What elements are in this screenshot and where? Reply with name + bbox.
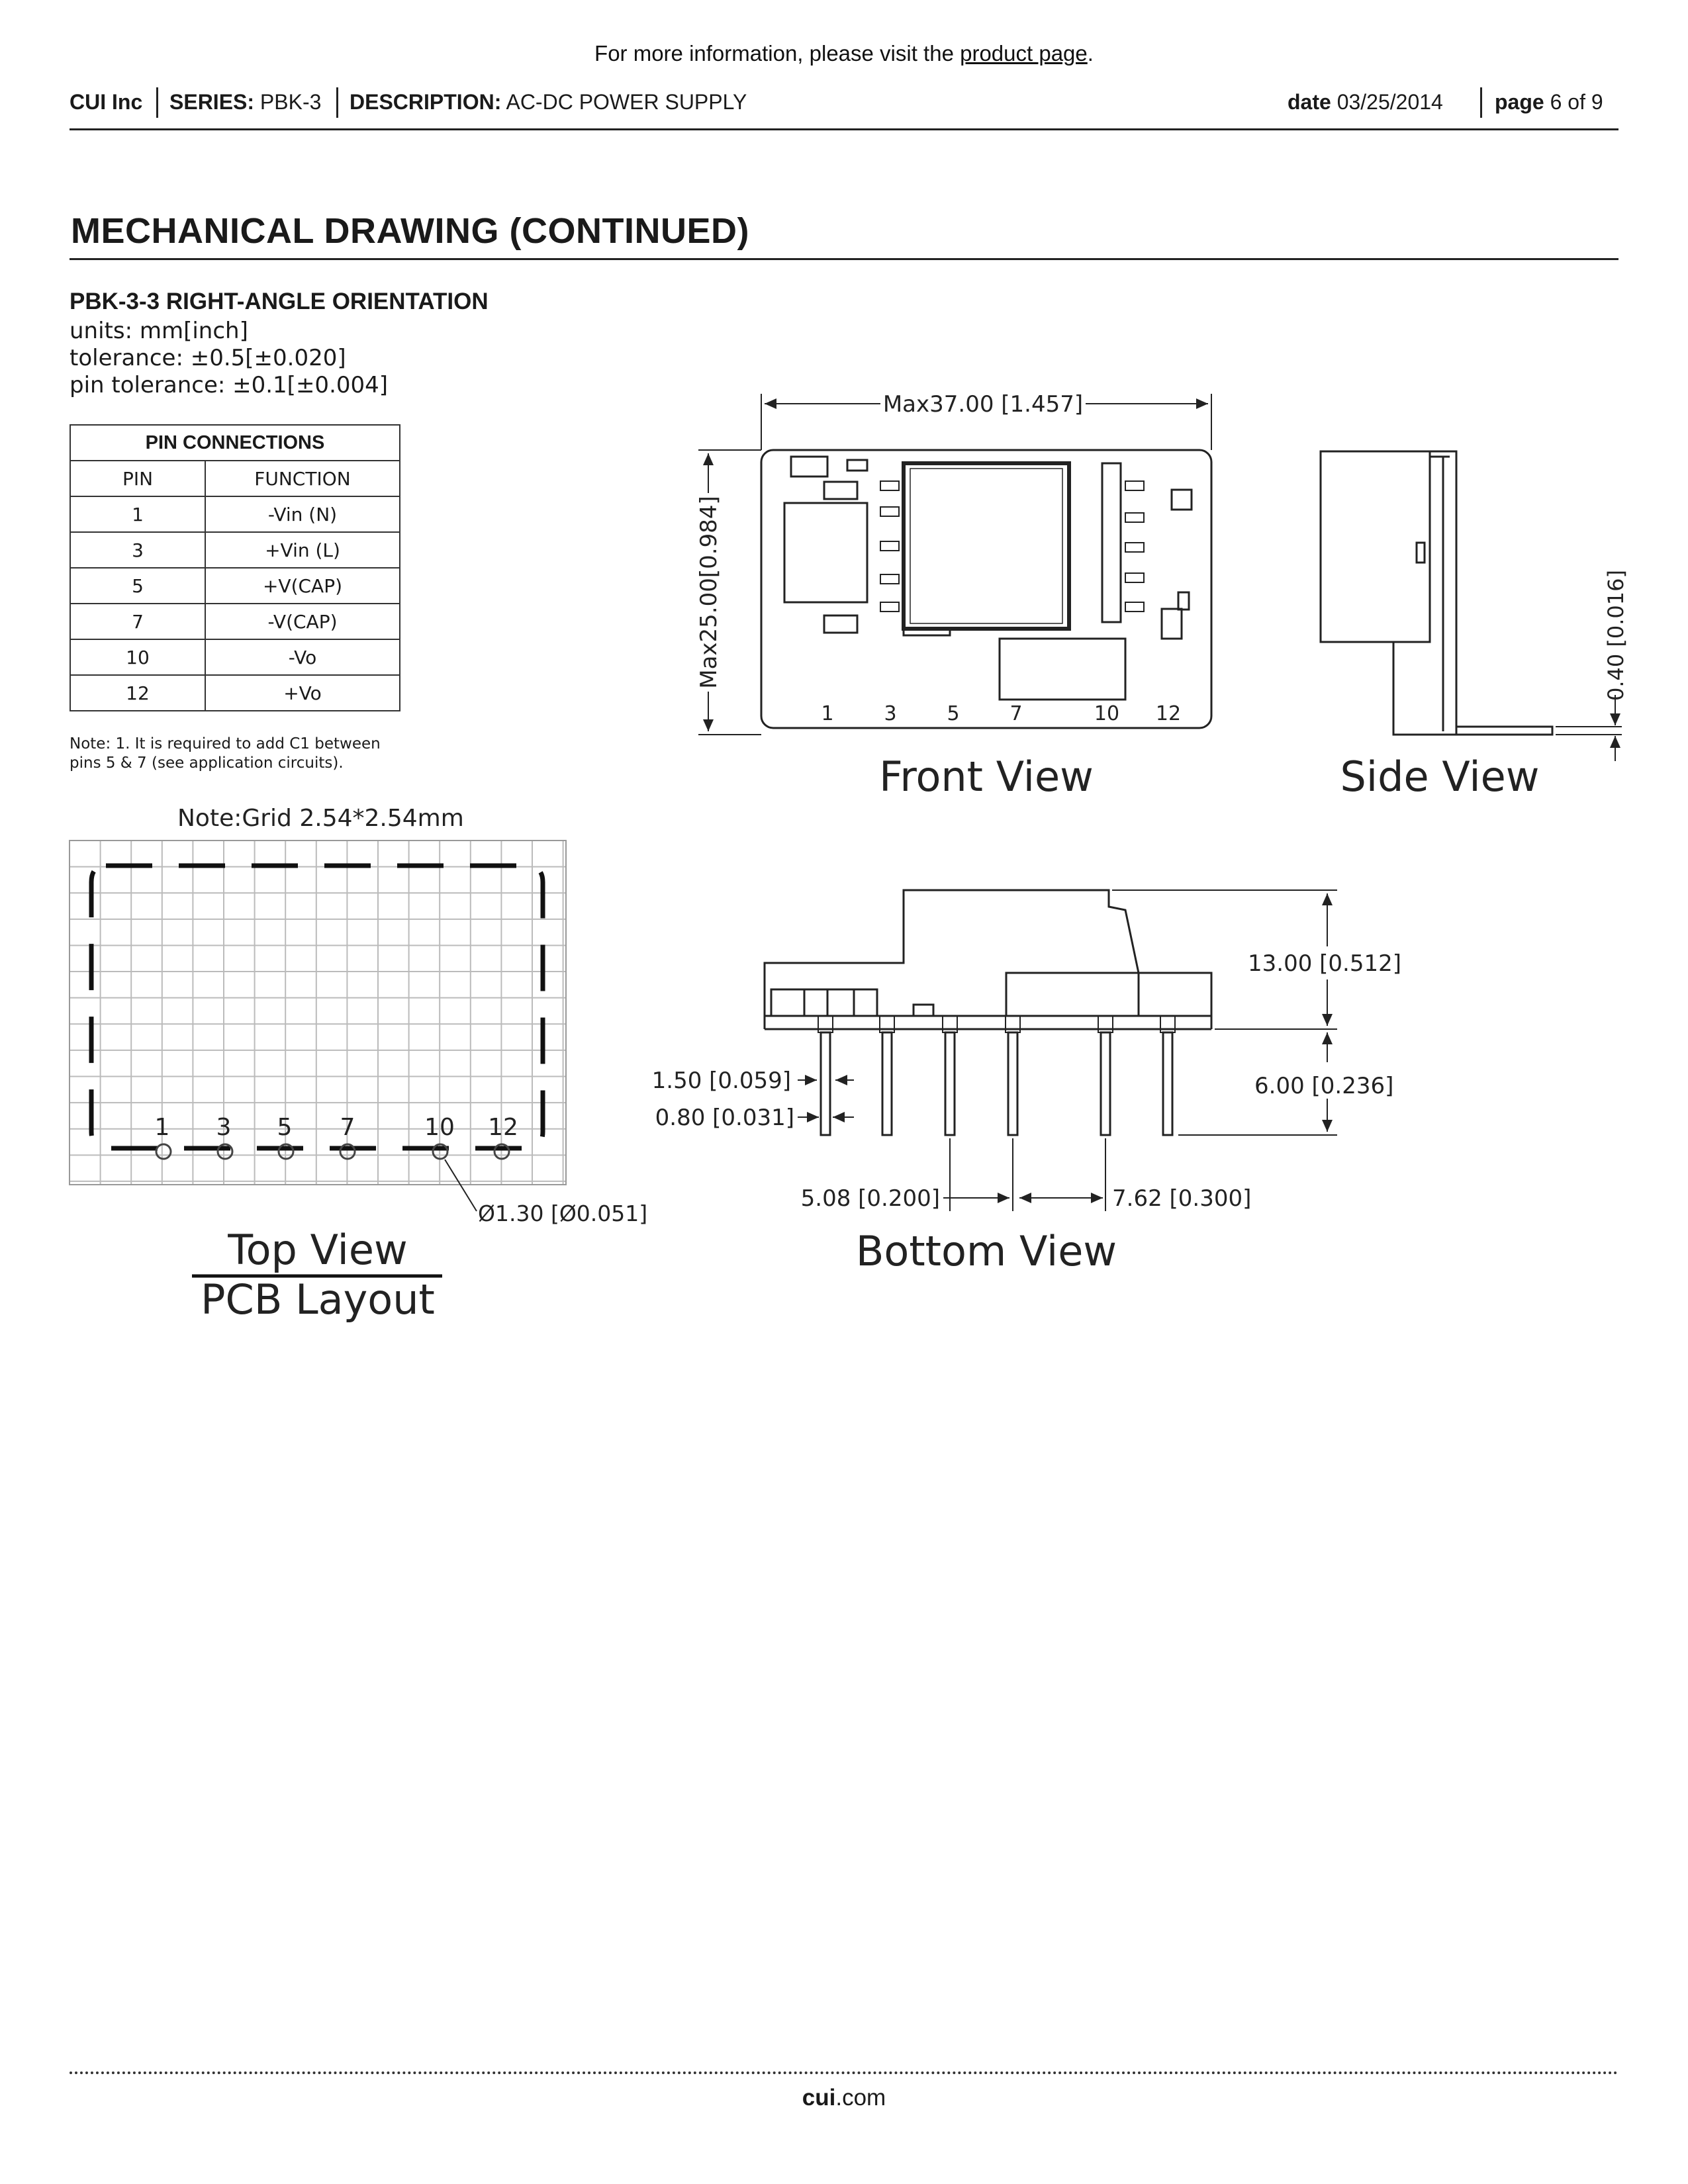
front-view-pads	[880, 481, 1144, 612]
footer-rest: .com	[835, 2085, 886, 2111]
pitch-a-text: 5.08 [0.200]	[800, 1185, 940, 1212]
subsection-title: PBK-3-3 RIGHT-ANGLE ORIENTATION	[70, 289, 489, 314]
function-cell: -Vin (N)	[205, 496, 400, 532]
side-dimension-text: 0.40 [0.016]	[1603, 570, 1628, 701]
pin-label: 7	[1009, 702, 1023, 725]
function-cell: -V(CAP)	[205, 604, 400, 639]
footer-site	[0, 2085, 1688, 2111]
side-view-label: Side View	[1340, 752, 1540, 801]
pin-label: 10	[1094, 702, 1120, 725]
pin-length-text: 6.00 [0.236]	[1254, 1073, 1394, 1099]
pin-tolerance-line: pin tolerance: ±0.1[±0.004]	[70, 372, 389, 398]
section-title: MECHANICAL DRAWING (CONTINUED)	[71, 211, 749, 251]
pin-width-text: 0.80 [0.031]	[655, 1105, 794, 1131]
pitch-b-text: 7.62 [0.300]	[1112, 1185, 1252, 1212]
pin-label: 10	[424, 1114, 455, 1141]
header-series: SERIES: PBK-3	[169, 90, 322, 114]
function-cell: -Vo	[205, 639, 400, 675]
pin-cell: 10	[70, 639, 205, 675]
units-line: units: mm[inch]	[70, 318, 248, 344]
pcb-outline	[91, 866, 543, 1148]
product-page-link[interactable]: product page	[960, 41, 1088, 66]
pin-label: 1	[821, 702, 834, 725]
pin-label: 5	[947, 702, 960, 725]
footer-rule	[70, 2071, 1618, 2074]
pin-label: 3	[884, 702, 897, 725]
pin-cell: 5	[70, 568, 205, 604]
pin-column-header: PIN	[70, 461, 205, 496]
pin-cell: 3	[70, 532, 205, 568]
front-pin-labels	[821, 702, 1181, 725]
bottom-view-pins	[821, 1032, 1172, 1135]
top-view-label: Top View	[228, 1226, 408, 1274]
pin-table-title: PIN CONNECTIONS	[70, 425, 400, 461]
function-cell: +Vin (L)	[205, 532, 400, 568]
front-view-label: Front View	[879, 752, 1094, 801]
pin-label: 12	[1155, 702, 1182, 725]
grid-note: Note:Grid 2.54*2.54mm	[177, 805, 464, 832]
note-line: pins 5 & 7 (see application circuits).	[70, 754, 344, 772]
pitch-dimension	[943, 1138, 1105, 1211]
top-note-suffix: .	[1087, 41, 1094, 66]
side-view	[1321, 451, 1552, 735]
pcb-pin-labels	[155, 1114, 518, 1141]
header-date: date 03/25/2014	[1288, 90, 1443, 114]
pin-label: 7	[340, 1114, 355, 1141]
front-view	[761, 450, 1211, 728]
function-cell: +Vo	[205, 675, 400, 711]
body-height-text: 13.00 [0.512]	[1248, 950, 1402, 977]
pcb-layout-label: PCB Layout	[201, 1275, 435, 1324]
side-dimension	[1556, 695, 1622, 761]
pin-label: 5	[277, 1114, 293, 1141]
tolerance-line: tolerance: ±0.5[±0.020]	[70, 345, 346, 371]
bottom-view-label: Bottom View	[855, 1227, 1117, 1275]
header-description: DESCRIPTION: AC-DC POWER SUPPLY	[350, 90, 747, 114]
bottom-view	[765, 890, 1211, 1029]
function-cell: +V(CAP)	[205, 568, 400, 604]
pin-label: 1	[154, 1114, 170, 1141]
note-line: Note: 1. It is required to add C1 between	[70, 735, 381, 752]
pin-cell: 7	[70, 604, 205, 639]
pin-label: 12	[488, 1114, 518, 1141]
header-company: CUI Inc	[70, 90, 143, 114]
function-column-header: FUNCTION	[205, 461, 400, 496]
pin-shoulder-text: 1.50 [0.059]	[651, 1068, 791, 1094]
footer-bold: cui	[802, 2085, 836, 2111]
pin-cell: 1	[70, 496, 205, 532]
pin-cell: 12	[70, 675, 205, 711]
height-dimension-text: Max25.00[0.984]	[696, 496, 722, 689]
hole-dimension: Ø1.30 [Ø0.051]	[478, 1201, 648, 1226]
header-page: page 6 of 9	[1495, 90, 1603, 114]
pin-label: 3	[216, 1114, 232, 1141]
width-dimension-text: Max37.00 [1.457]	[882, 391, 1084, 418]
top-note-prefix: For more information, please visit the	[594, 41, 961, 66]
